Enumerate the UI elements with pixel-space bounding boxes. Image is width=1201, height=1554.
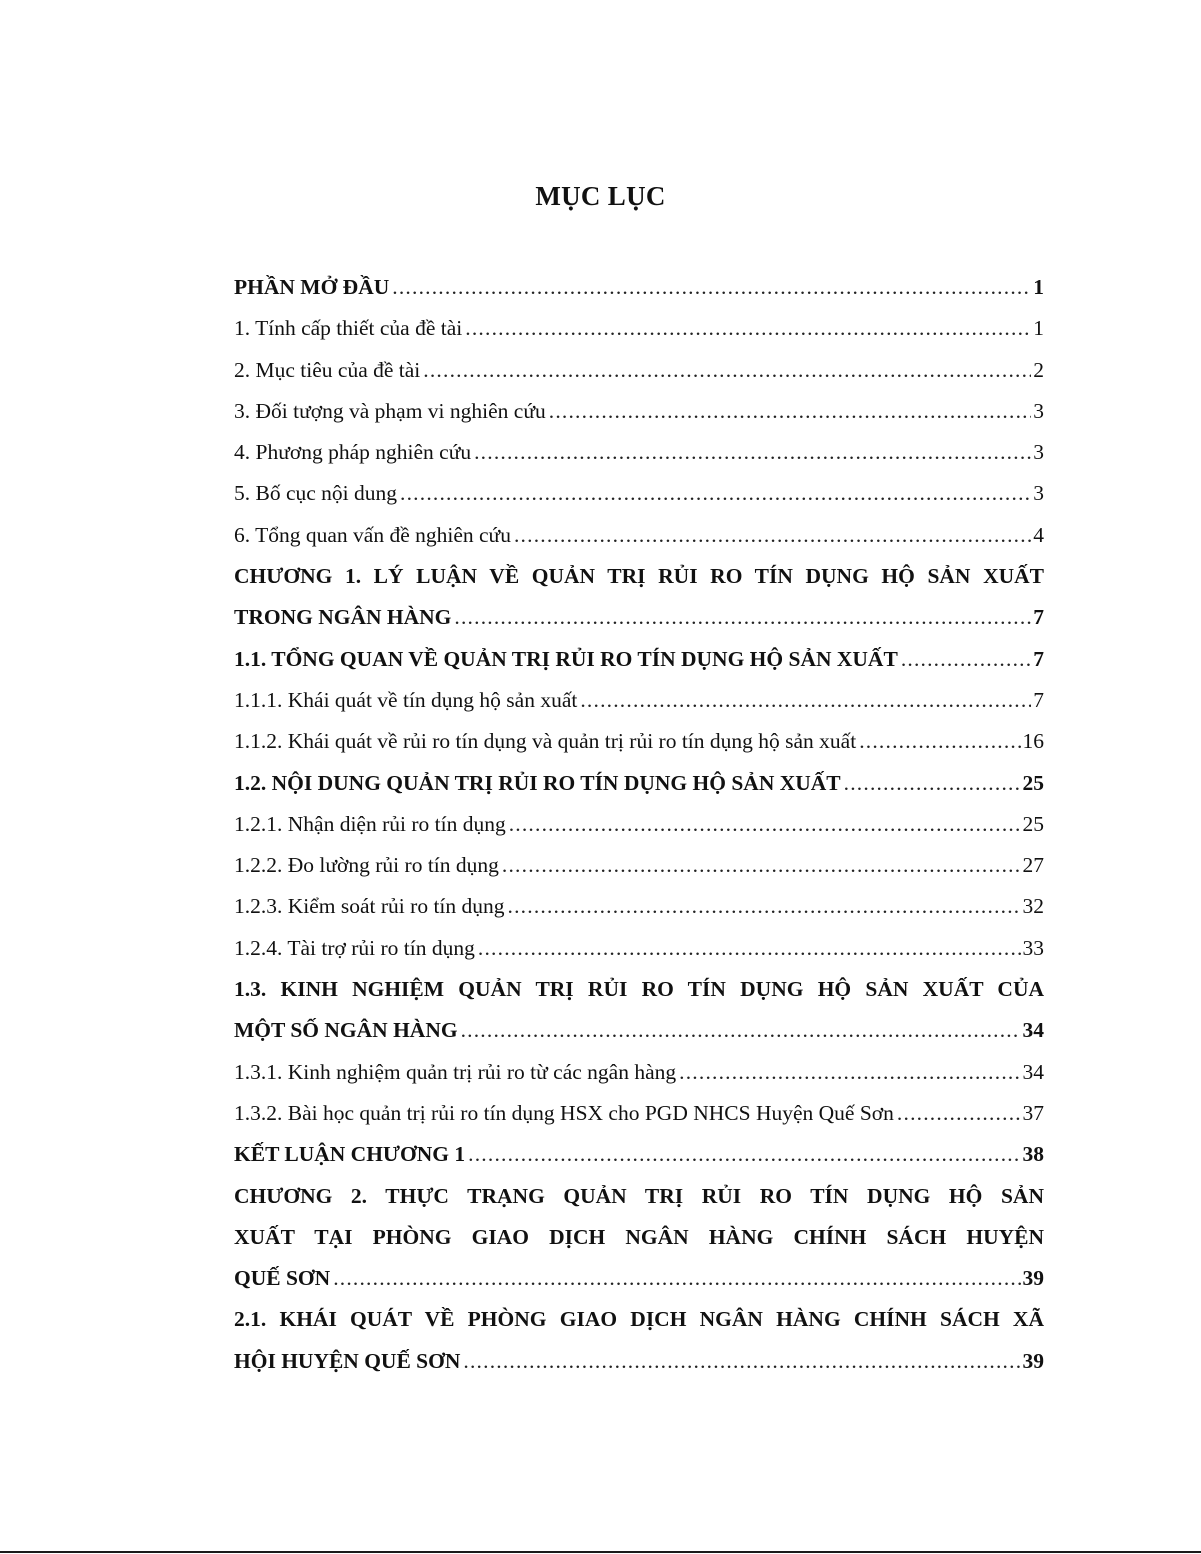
toc-entry-label: 3. Đối tượng và phạm vi nghiên cứu	[234, 391, 549, 432]
toc-entry-page-number: 34	[1021, 1010, 1045, 1051]
toc-entry-label: 1.3.1. Kinh nghiệm quản trị rủi ro từ các ngân hàng	[234, 1052, 679, 1093]
toc-entry-label: TRONG NGÂN HÀNG	[234, 597, 454, 638]
toc-entry-page-number: 33	[1021, 928, 1045, 969]
toc-entry[interactable]	[234, 308, 1044, 349]
toc-entry[interactable]	[234, 886, 1044, 927]
toc-entry-label: 1.1.2. Khái quát về rủi ro tín dụng và quản trị rủi ro tín dụng hộ sản xuất	[234, 721, 859, 762]
toc-entry[interactable]	[234, 1176, 1044, 1300]
toc-entry-label: 1. Tính cấp thiết của đề tài	[234, 308, 465, 349]
toc-entry-page-number: 7	[1031, 597, 1044, 638]
toc-entry-page-number: 37	[1021, 1093, 1045, 1134]
toc-entry-page-number: 4	[1031, 515, 1044, 556]
dot-leader	[679, 1052, 1020, 1093]
dot-leader	[897, 1093, 1021, 1134]
toc-entry[interactable]	[234, 267, 1044, 308]
dot-leader	[461, 1010, 1021, 1051]
toc-entry-page-number: 38	[1021, 1134, 1045, 1175]
toc-entry-page-number: 16	[1021, 721, 1045, 762]
dot-leader	[468, 1134, 1020, 1175]
toc-entry[interactable]	[234, 391, 1044, 432]
dot-leader	[463, 1341, 1020, 1382]
toc-entry-page-number: 27	[1021, 845, 1045, 886]
table-of-contents	[234, 267, 1044, 1382]
toc-entry-page-number: 2	[1031, 350, 1044, 391]
toc-entry-page-number: 34	[1021, 1052, 1045, 1093]
toc-entry[interactable]	[234, 804, 1044, 845]
toc-entry-page-number: 3	[1031, 473, 1044, 514]
toc-entry-page-number: 25	[1021, 763, 1045, 804]
toc-entry-label: KẾT LUẬN CHƯƠNG 1	[234, 1134, 468, 1175]
dot-leader	[859, 721, 1020, 762]
dot-leader	[509, 804, 1021, 845]
toc-entry[interactable]	[234, 1052, 1044, 1093]
toc-entry-page-number: 7	[1031, 680, 1044, 721]
dot-leader	[549, 391, 1032, 432]
dot-leader	[580, 680, 1031, 721]
toc-entry-line: XUẤT TẠI PHÒNG GIAO DỊCH NGÂN HÀNG CHÍNH SÁCH HUYỆN	[234, 1224, 1044, 1249]
toc-entry-page-number: 39	[1021, 1341, 1045, 1382]
toc-entry-label: 1.1.1. Khái quát về tín dụng hộ sản xuất	[234, 680, 580, 721]
dot-leader	[454, 597, 1031, 638]
toc-entry-label: QUẾ SƠN	[234, 1258, 333, 1299]
toc-entry-page-number: 1	[1031, 308, 1044, 349]
toc-entry-page-number: 7	[1031, 639, 1044, 680]
toc-entry-line: CHƯƠNG 1. LÝ LUẬN VỀ QUẢN TRỊ RỦI RO TÍN DỤNG HỘ SẢN XUẤT	[234, 564, 1044, 589]
dot-leader	[502, 845, 1021, 886]
toc-entry-label: 1.2.1. Nhận diện rủi ro tín dụng	[234, 804, 509, 845]
toc-entry[interactable]	[234, 845, 1044, 886]
dot-leader	[333, 1258, 1020, 1299]
dot-leader	[478, 928, 1021, 969]
toc-entry-line: 2.1. KHÁI QUÁT VỀ PHÒNG GIAO DỊCH NGÂN HÀNG CHÍNH SÁCH XÃ	[234, 1307, 1044, 1332]
toc-entry[interactable]	[234, 473, 1044, 514]
toc-entry[interactable]	[234, 763, 1044, 804]
toc-entry[interactable]	[234, 969, 1044, 1052]
toc-entry[interactable]	[234, 350, 1044, 391]
toc-entry[interactable]	[234, 556, 1044, 639]
toc-entry-label: 1.2.2. Đo lường rủi ro tín dụng	[234, 845, 502, 886]
toc-entry-page-number: 1	[1031, 267, 1044, 308]
toc-entry[interactable]	[234, 515, 1044, 556]
page-title: MỤC LỤC	[535, 181, 666, 211]
toc-entry-label: 1.1. TỔNG QUAN VỀ QUẢN TRỊ RỦI RO TÍN DỤNG HỘ SẢN XUẤT	[234, 639, 901, 680]
dot-leader	[844, 763, 1021, 804]
dot-leader	[465, 308, 1031, 349]
dot-leader	[400, 473, 1031, 514]
dot-leader	[474, 432, 1031, 473]
toc-entry-label: 5. Bố cục nội dung	[234, 473, 400, 514]
toc-entry-label: 1.2. NỘI DUNG QUẢN TRỊ RỦI RO TÍN DỤNG HỘ SẢN XUẤT	[234, 763, 844, 804]
toc-entry-label: 1.2.3. Kiểm soát rủi ro tín dụng	[234, 886, 508, 927]
dot-leader	[423, 350, 1031, 391]
toc-entry[interactable]	[234, 928, 1044, 969]
toc-entry-page-number: 32	[1021, 886, 1045, 927]
bottom-border-line	[0, 1551, 1201, 1553]
toc-entry[interactable]	[234, 1134, 1044, 1175]
toc-entry-line: CHƯƠNG 2. THỰC TRẠNG QUẢN TRỊ RỦI RO TÍN DỤNG HỘ SẢN	[234, 1183, 1044, 1208]
toc-entry-label: 2. Mục tiêu của đề tài	[234, 350, 423, 391]
toc-entry-page-number: 39	[1021, 1258, 1045, 1299]
toc-entry-label: 6. Tổng quan vấn đề nghiên cứu	[234, 515, 514, 556]
toc-entry-label: HỘI HUYỆN QUẾ SƠN	[234, 1341, 463, 1382]
toc-entry[interactable]	[234, 639, 1044, 680]
toc-entry[interactable]	[234, 1093, 1044, 1134]
toc-entry-label: PHẦN MỞ ĐẦU	[234, 267, 392, 308]
toc-entry[interactable]	[234, 432, 1044, 473]
toc-entry-page-number: 25	[1021, 804, 1045, 845]
dot-leader	[508, 886, 1021, 927]
toc-entry[interactable]	[234, 680, 1044, 721]
toc-entry-label: 1.2.4. Tài trợ rủi ro tín dụng	[234, 928, 478, 969]
dot-leader	[392, 267, 1031, 308]
toc-entry-label: 4. Phương pháp nghiên cứu	[234, 432, 474, 473]
dot-leader	[514, 515, 1031, 556]
toc-entry-line: 1.3. KINH NGHIỆM QUẢN TRỊ RỦI RO TÍN DỤNG HỘ SẢN XUẤT CỦA	[234, 977, 1044, 1002]
toc-entry[interactable]	[234, 721, 1044, 762]
toc-entry-label: MỘT SỐ NGÂN HÀNG	[234, 1010, 461, 1051]
toc-entry-page-number: 3	[1031, 391, 1044, 432]
toc-entry-page-number: 3	[1031, 432, 1044, 473]
toc-entry-label: 1.3.2. Bài học quản trị rủi ro tín dụng HSX cho PGD NHCS Huyện Quế Sơn	[234, 1093, 897, 1134]
dot-leader	[901, 639, 1031, 680]
toc-entry[interactable]	[234, 1299, 1044, 1382]
